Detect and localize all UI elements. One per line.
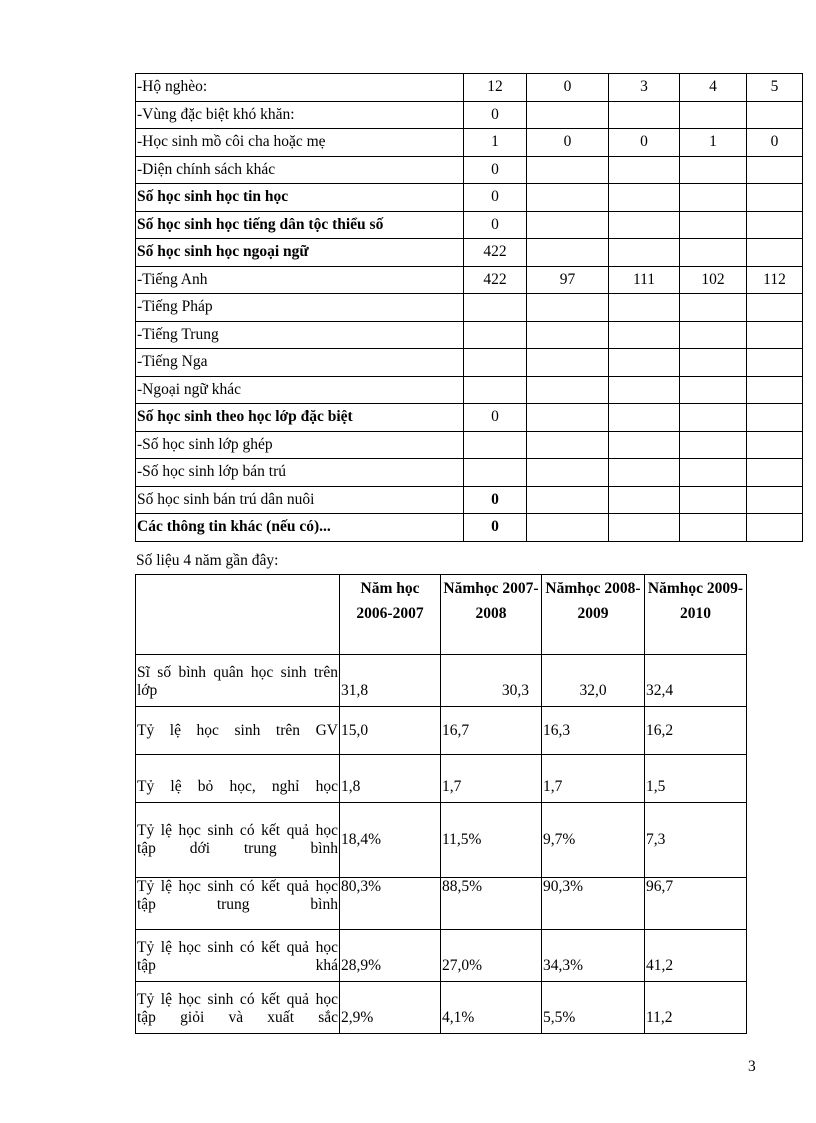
row-label: -Số học sinh lớp bán trú — [136, 459, 464, 487]
cell-value: 1,8 — [340, 755, 441, 803]
row-label: Tỷ lệ bỏ học, nghỉ học — [136, 755, 340, 803]
row-label: -Diện chính sách khác — [136, 156, 464, 184]
cell-value — [609, 294, 680, 322]
cell-value: 0 — [527, 74, 609, 102]
cell-value — [609, 211, 680, 239]
cell-value — [527, 486, 609, 514]
table-row — [136, 294, 803, 322]
table-row — [136, 321, 803, 349]
cell-value — [527, 514, 609, 542]
cell-value: 18,4% — [340, 803, 441, 878]
cell-value: 32,0 — [542, 655, 645, 707]
cell-value — [464, 459, 527, 487]
cell-value — [747, 101, 803, 129]
table-row — [136, 878, 747, 930]
cell-value: 88,5% — [441, 878, 542, 930]
table-row — [136, 211, 803, 239]
table-row — [136, 755, 747, 803]
cell-value — [680, 101, 747, 129]
cell-value — [747, 486, 803, 514]
cell-value — [680, 459, 747, 487]
cell-value — [609, 514, 680, 542]
table-row — [136, 184, 803, 212]
cell-value — [680, 294, 747, 322]
cell-value — [609, 101, 680, 129]
cell-value — [680, 211, 747, 239]
cell-value — [680, 514, 747, 542]
cell-value — [747, 404, 803, 432]
cell-value — [609, 156, 680, 184]
row-label: Số học sinh học tin học — [136, 184, 464, 212]
cell-value — [609, 431, 680, 459]
table-row — [136, 156, 803, 184]
cell-value — [680, 321, 747, 349]
cell-value: 422 — [464, 266, 527, 294]
cell-value — [680, 404, 747, 432]
column-header: Nămhọc 2008-2009 — [542, 575, 645, 655]
cell-value — [527, 376, 609, 404]
cell-value: 1,7 — [542, 755, 645, 803]
cell-value: 2,9% — [340, 982, 441, 1034]
cell-value: 11,5% — [441, 803, 542, 878]
table-row — [136, 930, 747, 982]
cell-value — [527, 459, 609, 487]
cell-value: 27,0% — [441, 930, 542, 982]
table-row — [136, 376, 803, 404]
cell-value: 0 — [464, 514, 527, 542]
cell-value: 32,4 — [645, 655, 747, 707]
cell-value — [747, 431, 803, 459]
row-label: Số học sinh học ngoại ngữ — [136, 239, 464, 267]
cell-value — [609, 349, 680, 377]
cell-value: 5,5% — [542, 982, 645, 1034]
cell-value: 16,3 — [542, 707, 645, 755]
cell-value — [680, 431, 747, 459]
cell-value — [609, 321, 680, 349]
cell-value: 15,0 — [340, 707, 441, 755]
cell-value — [609, 459, 680, 487]
cell-value: 4,1% — [441, 982, 542, 1034]
cell-value — [527, 184, 609, 212]
cell-value — [680, 486, 747, 514]
header-row — [136, 575, 747, 655]
table-row — [136, 404, 803, 432]
cell-value: 16,7 — [441, 707, 542, 755]
cell-value: 0 — [464, 211, 527, 239]
cell-value — [747, 459, 803, 487]
cell-value — [527, 349, 609, 377]
cell-value: 5 — [747, 74, 803, 102]
cell-value — [527, 321, 609, 349]
four-year-stats-table — [135, 574, 747, 1034]
cell-value: 1 — [680, 129, 747, 157]
cell-value: 112 — [747, 266, 803, 294]
cell-value: 34,3% — [542, 930, 645, 982]
column-header: Nămhọc 2007-2008 — [441, 575, 542, 655]
row-label: -Vùng đặc biệt khó khăn: — [136, 101, 464, 129]
cell-value: 1,5 — [645, 755, 747, 803]
cell-value — [747, 239, 803, 267]
row-label: -Tiếng Anh — [136, 266, 464, 294]
row-label: -Tiếng Trung — [136, 321, 464, 349]
table-row — [136, 74, 803, 102]
table-row — [136, 266, 803, 294]
cell-value: 1 — [464, 129, 527, 157]
cell-value — [680, 239, 747, 267]
cell-value: 422 — [464, 239, 527, 267]
cell-value: 0 — [464, 486, 527, 514]
row-label: Các thông tin khác (nếu có)... — [136, 514, 464, 542]
row-label: -Hộ nghèo: — [136, 74, 464, 102]
cell-value — [609, 486, 680, 514]
cell-value: 96,7 — [645, 878, 747, 930]
cell-value — [747, 376, 803, 404]
cell-value — [464, 349, 527, 377]
cell-value: 3 — [609, 74, 680, 102]
cell-value: 0 — [609, 129, 680, 157]
cell-value: 4 — [680, 74, 747, 102]
cell-value — [747, 211, 803, 239]
cell-value: 28,9% — [340, 930, 441, 982]
cell-value: 97 — [527, 266, 609, 294]
cell-value — [527, 404, 609, 432]
row-label: -Số học sinh lớp ghép — [136, 431, 464, 459]
table-row — [136, 349, 803, 377]
column-header: Nămhọc 2009-2010 — [645, 575, 747, 655]
cell-value — [609, 404, 680, 432]
cell-value — [464, 431, 527, 459]
cell-value: 16,2 — [645, 707, 747, 755]
cell-value — [680, 184, 747, 212]
table-row — [136, 707, 747, 755]
cell-value: 12 — [464, 74, 527, 102]
recent-years-caption: Số liệu 4 năm gần đây: — [136, 552, 279, 569]
cell-value — [747, 514, 803, 542]
table-row — [136, 431, 803, 459]
cell-value — [747, 184, 803, 212]
cell-value — [527, 101, 609, 129]
column-header: Năm học 2006-2007 — [340, 575, 441, 655]
cell-value — [680, 156, 747, 184]
cell-value — [680, 349, 747, 377]
cell-value — [527, 156, 609, 184]
cell-value — [747, 294, 803, 322]
cell-value: 0 — [464, 156, 527, 184]
cell-value — [609, 239, 680, 267]
row-label: Số học sinh học tiếng dân tộc thiểu số — [136, 211, 464, 239]
cell-value — [527, 294, 609, 322]
row-label: -Tiếng Nga — [136, 349, 464, 377]
cell-value: 80,3% — [340, 878, 441, 930]
cell-value — [747, 156, 803, 184]
row-label: Tỷ lệ học sinh có kết quả học tập giỏi và xuất sắc — [136, 982, 340, 1034]
cell-value — [464, 376, 527, 404]
row-label: Số học sinh bán trú dân nuôi — [136, 486, 464, 514]
table-row — [136, 655, 747, 707]
cell-value — [747, 349, 803, 377]
cell-value — [527, 211, 609, 239]
cell-value — [464, 294, 527, 322]
table-row — [136, 459, 803, 487]
cell-value: 0 — [464, 404, 527, 432]
cell-value — [609, 376, 680, 404]
cell-value: 9,7% — [542, 803, 645, 878]
cell-value — [527, 431, 609, 459]
cell-value — [609, 184, 680, 212]
row-label: Tỷ lệ học sinh có kết quả học tập khá — [136, 930, 340, 982]
cell-value: 0 — [747, 129, 803, 157]
cell-value: 102 — [680, 266, 747, 294]
cell-value: 11,2 — [645, 982, 747, 1034]
cell-value: 1,7 — [441, 755, 542, 803]
cell-value: 90,3% — [542, 878, 645, 930]
row-label: Sĩ số bình quân học sinh trên lớp — [136, 655, 340, 707]
table-row — [136, 803, 747, 878]
page-number: 3 — [748, 1058, 756, 1075]
row-label: Số học sinh theo học lớp đặc biệt — [136, 404, 464, 432]
row-label: Tỷ lệ học sinh trên GV — [136, 707, 340, 755]
row-label: Tỷ lệ học sinh có kết quả học tập dới trung bình — [136, 803, 340, 878]
column-header — [136, 575, 340, 655]
cell-value — [527, 239, 609, 267]
table-row — [136, 129, 803, 157]
cell-value: 30,3 — [441, 655, 542, 707]
table-row — [136, 982, 747, 1034]
cell-value: 31,8 — [340, 655, 441, 707]
row-label: Tỷ lệ học sinh có kết quả học tập trung bình — [136, 878, 340, 930]
cell-value — [464, 321, 527, 349]
row-label: -Tiếng Pháp — [136, 294, 464, 322]
cell-value: 0 — [464, 101, 527, 129]
row-label: -Học sinh mồ côi cha hoặc mẹ — [136, 129, 464, 157]
cell-value: 111 — [609, 266, 680, 294]
cell-value — [747, 321, 803, 349]
table-row — [136, 101, 803, 129]
row-label: -Ngoại ngữ khác — [136, 376, 464, 404]
table-row — [136, 514, 803, 542]
cell-value: 7,3 — [645, 803, 747, 878]
cell-value: 41,2 — [645, 930, 747, 982]
cell-value — [680, 376, 747, 404]
student-stats-table — [135, 73, 803, 542]
cell-value: 0 — [464, 184, 527, 212]
table-row — [136, 239, 803, 267]
cell-value: 0 — [527, 129, 609, 157]
table-row — [136, 486, 803, 514]
